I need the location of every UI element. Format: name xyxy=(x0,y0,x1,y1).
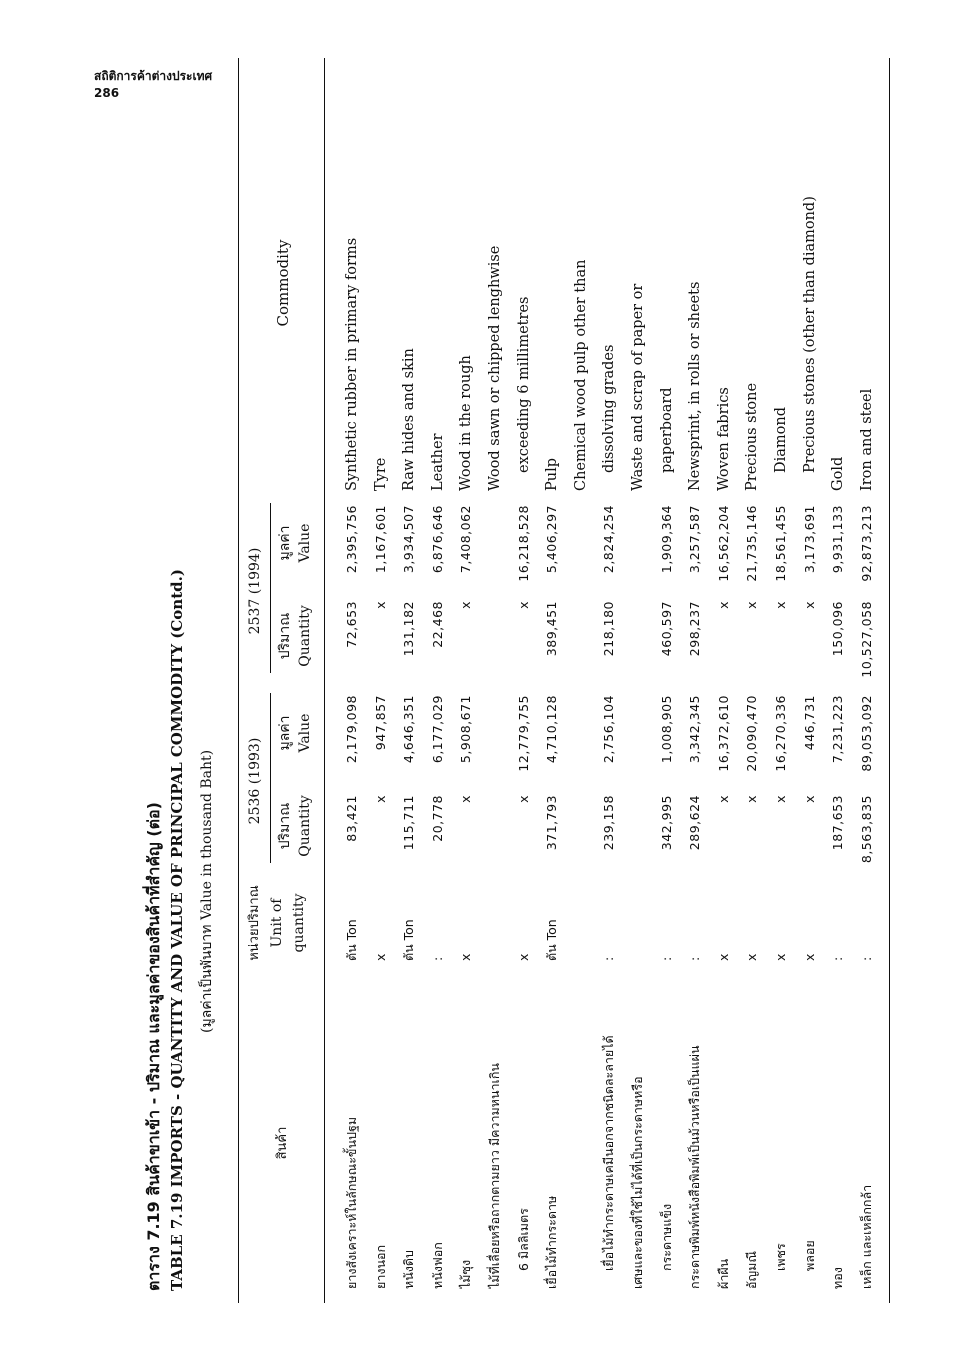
unit-cell: : xyxy=(687,956,703,961)
value-1994-cell: 1,167,601 xyxy=(372,505,388,574)
val-1993-en: Value xyxy=(297,713,313,753)
quantity-1993-cell: 289,624 xyxy=(687,795,703,851)
bottom-rule xyxy=(889,58,890,1303)
quantity-1993-cell: x xyxy=(715,795,731,803)
commodity-en-header: Commodity xyxy=(274,239,292,327)
quantity-1994-cell: 460,597 xyxy=(658,601,674,657)
quantity-1994-cell: 218,180 xyxy=(601,601,617,657)
table-row xyxy=(853,58,881,1303)
commodity-english-name: Leather xyxy=(429,433,446,491)
commodity-english-name: exceeding 6 millimetres xyxy=(515,296,532,473)
commodity-thai-name xyxy=(710,969,738,1289)
commodity-thai-label: เยื่อไม้ทำกระดาษเคมีนอกจากชนิดละลายได้ xyxy=(601,1035,617,1271)
table-row xyxy=(681,58,709,1303)
value-1993-cell: 947,857 xyxy=(372,695,388,751)
commodity-thai-name xyxy=(510,951,538,1289)
unit-cell: : xyxy=(601,956,617,961)
commodity-thai-name xyxy=(653,951,681,1289)
value-1993-cell: 89,053,092 xyxy=(858,695,874,772)
quantity-1994-cell: 150,096 xyxy=(830,601,846,657)
value-1994-cell: 3,173,691 xyxy=(801,505,817,574)
commodity-english-name: Precious stone xyxy=(744,382,761,491)
commodity-english-name: Tyre xyxy=(372,457,389,491)
page-number: 286 xyxy=(94,86,120,100)
commodity-english-name: Wood sawn or chipped lenghwise xyxy=(487,245,503,491)
commodity-thai-name xyxy=(796,951,824,1289)
quantity-1994-cell: 10,527,058 xyxy=(858,601,874,678)
commodity-english-name: dissolving grades xyxy=(601,344,618,473)
value-1994-cell: 16,562,204 xyxy=(715,505,731,582)
year-1993-underline xyxy=(270,693,271,863)
commodity-thai-label: กระดาษพิมพ์หนังสือพิมพ์เป็นม้วนหรือเป็นแผ่น xyxy=(687,1045,703,1289)
quantity-1993-cell: 8,563,835 xyxy=(858,795,874,864)
value-1993-cell: 1,008,905 xyxy=(658,695,674,764)
year-1994-header: 2537 (1994) xyxy=(247,547,263,635)
commodity-thai-label: เหล็ก และเหล็กกล้า xyxy=(858,1184,874,1289)
commodity-english-name: Newsprint, in rolls or sheets xyxy=(687,281,704,491)
commodity-thai-name xyxy=(424,969,452,1289)
commodity-thai-label: ไม้ซุง xyxy=(458,1259,474,1289)
qty-1993-en: Quantity xyxy=(297,795,313,857)
unit-cell: : xyxy=(858,956,874,961)
commodity-thai-label: เศษและของที่ใช้ไม่ได้ที่เป็นกระดาษหรือ xyxy=(630,1076,645,1289)
quantity-1994-cell: 131,182 xyxy=(401,601,417,657)
quantity-1993-cell: 83,421 xyxy=(344,795,359,842)
quantity-1993-cell: 187,653 xyxy=(830,795,846,851)
qty-1994-en: Quantity xyxy=(297,605,313,667)
unit-cell: x xyxy=(801,953,817,961)
quantity-1993-cell: x xyxy=(458,795,474,803)
commodity-thai-name xyxy=(338,969,366,1289)
header-bottom-rule xyxy=(324,58,325,1303)
table-row xyxy=(452,58,480,1303)
quantity-1993-cell: x xyxy=(372,795,388,803)
quantity-1994-cell: x xyxy=(744,601,760,609)
value-1993-cell: 446,731 xyxy=(801,695,817,751)
value-1994-cell: 2,824,254 xyxy=(601,505,617,574)
table-row xyxy=(567,58,595,1303)
quantity-1993-cell: 239,158 xyxy=(601,795,617,851)
commodity-thai-name xyxy=(624,969,652,1289)
unit-cell: x xyxy=(515,953,531,961)
commodity-thai-label: อัญมณี xyxy=(744,1251,760,1289)
quantity-1994-cell: x xyxy=(458,601,474,609)
value-1993-cell: 16,372,610 xyxy=(715,695,731,772)
commodity-thai-name xyxy=(481,969,509,1289)
quantity-1994-cell: x xyxy=(773,601,788,609)
commodity-english-name: Precious stones (other than diamond) xyxy=(801,196,818,473)
qty-1994-th: ปริมาณ xyxy=(277,612,293,660)
table-title-thai: ตาราง 7.19 สินค้าขาเข้า - ปริมาณ และมูลค่าของสินค้าที่สำคัญ (ต่อ) xyxy=(144,802,163,1291)
table-row xyxy=(538,58,566,1303)
table-row xyxy=(510,58,538,1303)
table-subtitle: (มูลค่าเป็นพันบาท Value in thousand Baht) xyxy=(199,749,215,1033)
commodity-english-name: Raw hides and skin xyxy=(401,348,418,491)
unit-cell: ตัน Ton xyxy=(544,919,560,961)
commodity-english-name: Pulp xyxy=(544,457,561,491)
commodity-thai-label: ยางนอก xyxy=(372,1244,388,1289)
value-1993-cell: 20,090,470 xyxy=(744,695,760,772)
commodity-thai-name xyxy=(395,969,423,1289)
unit-cell: x xyxy=(458,953,474,961)
commodity-english-name: paperboard xyxy=(658,387,675,473)
commodity-english-name: Woven fabrics xyxy=(715,387,732,491)
table-row xyxy=(481,58,509,1303)
commodity-th-header: สินค้า xyxy=(275,1126,290,1160)
value-1994-cell: 16,218,528 xyxy=(515,505,531,582)
commodity-thai-label: เพชร xyxy=(773,1243,788,1271)
commodity-thai-label: พลอย xyxy=(801,1240,817,1271)
rotated-table xyxy=(142,58,875,1303)
quantity-1993-cell: 20,778 xyxy=(429,795,445,842)
table-row xyxy=(767,58,795,1303)
commodity-thai-name xyxy=(538,969,566,1289)
value-1994-cell: 1,909,364 xyxy=(658,505,674,574)
value-1993-cell: 16,270,336 xyxy=(773,695,788,772)
commodity-english-name: Gold xyxy=(830,456,847,491)
quantity-1994-cell: x xyxy=(515,601,531,609)
commodity-english-name: Diamond xyxy=(773,406,789,473)
quantity-1994-cell: x xyxy=(372,601,388,609)
commodity-thai-name xyxy=(681,969,709,1289)
value-1994-cell: 9,931,133 xyxy=(830,505,846,574)
unit-cell: ตัน Ton xyxy=(401,919,417,961)
commodity-thai-name xyxy=(767,951,795,1289)
commodity-thai-name xyxy=(853,969,881,1289)
commodity-thai-name xyxy=(738,969,766,1289)
unit-cell: ตัน Ton xyxy=(344,919,359,961)
commodity-english-name: Chemical wood pulp other than xyxy=(572,259,589,491)
value-1993-cell: 3,342,345 xyxy=(687,695,703,764)
val-1993-th: มูลค่า xyxy=(277,715,293,751)
value-1994-cell: 21,735,146 xyxy=(744,505,760,582)
year-1993-header: 2536 (1993) xyxy=(247,737,263,825)
publication-title: สถิติการค้าต่างประเทศ xyxy=(94,69,213,83)
commodity-thai-name xyxy=(367,969,395,1289)
quantity-1993-cell: 115,711 xyxy=(401,795,417,851)
quantity-1994-cell: x xyxy=(715,601,731,609)
commodity-thai-label: ผ้าผืน xyxy=(715,1258,731,1289)
quantity-1994-cell: 389,451 xyxy=(544,601,560,657)
val-1994-en: Value xyxy=(297,523,313,563)
value-1993-cell: 2,756,104 xyxy=(601,695,617,764)
unit-cell: x xyxy=(372,953,388,961)
quantity-1993-cell: 371,793 xyxy=(544,795,560,851)
value-1993-cell: 12,779,755 xyxy=(515,695,531,772)
quantity-1994-cell: 298,237 xyxy=(687,601,703,657)
commodity-thai-label: ทอง xyxy=(830,1267,846,1289)
unit-en-header-1: Unit of xyxy=(269,898,285,948)
table-row xyxy=(595,58,623,1303)
unit-th-header: หน่วยปริมาณ xyxy=(247,885,262,961)
commodity-english-name: Synthetic rubber in primary forms xyxy=(344,237,360,491)
commodity-english-name: Waste and scrap of paper or xyxy=(630,283,646,491)
commodity-thai-name xyxy=(595,951,623,1289)
table-row xyxy=(653,58,681,1303)
value-1993-cell: 2,179,098 xyxy=(344,695,359,764)
unit-cell: : xyxy=(658,956,674,961)
commodity-thai-label: ยางสังเคราะห์ในลักษณะขั้นปฐม xyxy=(344,1116,359,1289)
unit-cell: x xyxy=(744,953,760,961)
commodity-thai-label: หนังฟอก xyxy=(429,1242,445,1289)
table-title-english: TABLE 7.19 IMPORTS - QUANTITY AND VALUE OF PRINCIPAL COMMODITY (Contd.) xyxy=(168,569,186,1291)
quantity-1993-cell: x xyxy=(744,795,760,803)
table-row xyxy=(738,58,766,1303)
quantity-1993-cell: x xyxy=(773,795,788,803)
qty-1993-th: ปริมาณ xyxy=(277,802,293,850)
commodity-thai-name xyxy=(824,969,852,1289)
value-1994-cell: 18,561,455 xyxy=(773,505,788,582)
table-row xyxy=(710,58,738,1303)
value-1994-cell: 92,873,213 xyxy=(858,505,874,582)
commodity-thai-name xyxy=(452,969,480,1289)
commodity-english-name: Iron and steel xyxy=(858,388,875,491)
value-1993-cell: 4,710,128 xyxy=(544,695,560,764)
value-1994-cell: 7,408,062 xyxy=(458,505,474,574)
table-row xyxy=(424,58,452,1303)
commodity-english-name: Wood in the rough xyxy=(458,355,475,491)
unit-cell: : xyxy=(429,956,445,961)
value-1993-cell: 4,646,351 xyxy=(401,695,417,764)
top-rule xyxy=(238,58,239,1303)
commodity-thai-label: เยื่อไม้ทำกระดาษ xyxy=(544,1195,560,1289)
value-1994-cell: 2,395,756 xyxy=(344,505,359,574)
unit-cell: x xyxy=(773,953,788,961)
commodity-thai-label: หนังดิบ xyxy=(401,1250,417,1289)
table-row xyxy=(338,58,366,1303)
unit-cell: x xyxy=(715,953,731,961)
value-1994-cell: 3,934,507 xyxy=(401,505,417,574)
commodity-thai-label: กระดาษแข็ง xyxy=(658,1203,674,1271)
table-row xyxy=(824,58,852,1303)
quantity-1994-cell: 22,468 xyxy=(429,601,445,648)
value-1993-cell: 7,231,223 xyxy=(830,695,846,764)
value-1994-cell: 6,876,646 xyxy=(429,505,445,574)
quantity-1994-cell: 72,653 xyxy=(344,601,359,648)
val-1994-th: มูลค่า xyxy=(277,525,293,561)
commodity-thai-label: ไม้ที่เลื่อยหรือถากตามยาว มีความหนาเกิน xyxy=(487,1063,502,1289)
quantity-1993-cell: x xyxy=(515,795,531,803)
quantity-1994-cell: x xyxy=(801,601,817,609)
year-1994-underline xyxy=(270,503,271,673)
table-row xyxy=(624,58,652,1303)
table-row xyxy=(796,58,824,1303)
value-1994-cell: 5,406,297 xyxy=(544,505,560,574)
value-1993-cell: 6,177,029 xyxy=(429,695,445,764)
table-row xyxy=(395,58,423,1303)
unit-cell: : xyxy=(830,956,846,961)
value-1993-cell: 5,908,671 xyxy=(458,695,474,764)
unit-en-header-2: quantity xyxy=(291,893,307,953)
quantity-1993-cell: x xyxy=(801,795,817,803)
commodity-thai-label: 6 มิลลิเมตร xyxy=(515,1208,531,1271)
quantity-1993-cell: 342,995 xyxy=(658,795,674,851)
table-titles xyxy=(142,58,232,1303)
table-row xyxy=(367,58,395,1303)
value-1994-cell: 3,257,587 xyxy=(687,505,703,574)
